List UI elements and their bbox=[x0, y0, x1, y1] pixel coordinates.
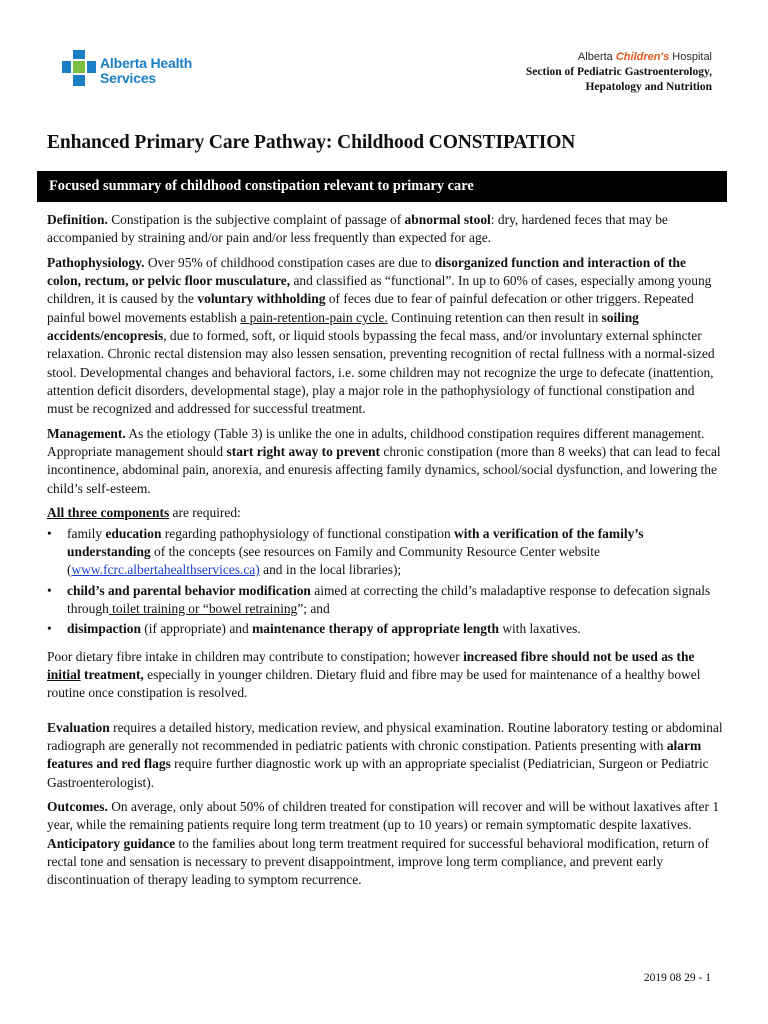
ahs-logo-line2: Services bbox=[100, 70, 157, 86]
ach-hospital: Hospital bbox=[669, 51, 712, 63]
outcomes-paragraph bbox=[47, 798, 723, 890]
fibre-paragraph bbox=[47, 648, 723, 703]
ahs-cross-logo-icon bbox=[62, 50, 96, 86]
management-text-2: chronic constipation (more than 8 weeks) that can lead to fecal incontinence, abdominal pain, anorexia, and enuresis affecting family dynamics, school/social dysfunction, and lowering the child’s self-esteem. bbox=[47, 444, 721, 496]
evaluation-text-2: require further diagnostic work up with an appropriate specialist (Pediatrician, Surgeon or Pediatric Gastroenterologist). bbox=[47, 756, 709, 790]
patho-text-2: and classified as “functional”. In up to 60% of cases, especially among young children, it is caused by the bbox=[47, 273, 712, 307]
evaluation-label: Evaluation bbox=[47, 719, 110, 735]
components-lead bbox=[47, 504, 723, 522]
patho-text-4: Continuing retention can then result in bbox=[387, 309, 602, 325]
item1-bold-2: with a verification of the family’s understanding bbox=[67, 525, 644, 559]
outcomes-text-2: to the families about long term treatment required for successful behavioral modification, return of rectal tone and sensation is necessary to prevent disappointment, improve long term compliance, and prevent early discontinuation of therapy leading to symptom recurrence. bbox=[47, 835, 709, 888]
fcrc-website-link[interactable]: www.fcrc.albertahealthservices.ca) bbox=[71, 562, 260, 578]
components-lead-text: are required: bbox=[169, 505, 241, 521]
item3-text-2: with laxatives. bbox=[498, 621, 581, 637]
page-title: Enhanced Primary Care Pathway: Childhood CONSTIPATION bbox=[47, 132, 576, 153]
item3-bold-2: maintenance therapy of appropriate length bbox=[252, 621, 499, 637]
patho-bold-1: disorganized function and interaction of the colon, rectum, or pelvic floor musculature, bbox=[47, 254, 686, 289]
item2-underline-1: toilet training or “bowel retraining bbox=[108, 600, 298, 616]
item3-text-1: (if appropriate) and bbox=[140, 621, 253, 637]
management-paragraph bbox=[47, 425, 723, 498]
patho-underline-1: a pain-retention-pain cycle. bbox=[240, 309, 388, 325]
evaluation-text-1: requires a detailed history, medication review, and physical examination. Routine laboratory testing or abdominal radiograph are generally not recommended in pediatric patients with chronic constipation. Patients presenting with bbox=[47, 719, 723, 753]
item3-bold-1: disimpaction bbox=[67, 621, 141, 637]
item1-bold-1: education bbox=[105, 525, 162, 541]
evaluation-bold-1: alarm features and red flags bbox=[47, 737, 702, 772]
definition-label: Definition. bbox=[47, 212, 108, 227]
document-body bbox=[47, 211, 723, 896]
patho-text-3: of feces due to fear of painful defecation or other triggers. Repeated painful bowel movements establish bbox=[47, 291, 694, 325]
ahs-logo-text bbox=[100, 56, 192, 86]
definition-text-1: Constipation is the subjective complaint of passage of bbox=[107, 212, 405, 227]
list-item bbox=[67, 620, 723, 638]
ahs-logo-line1: Alberta Health bbox=[100, 55, 193, 71]
definition-text-2: : dry, hardened feces that may be accompanied by straining and/or pain and/or less frequently than expected for age. bbox=[47, 212, 668, 246]
pathophysiology-label: Pathophysiology. bbox=[47, 254, 145, 270]
item1-text-2: regarding pathophysiology of functional constipation bbox=[161, 525, 455, 541]
components-lead-underline: All three components bbox=[47, 505, 170, 521]
ach-alberta: Alberta bbox=[577, 51, 616, 63]
ach-children: Children's bbox=[615, 51, 670, 63]
section-line1: Section of Pediatric Gastroenterology, bbox=[525, 66, 712, 78]
item2-text-2: ”; and bbox=[297, 600, 330, 616]
outcomes-label: Outcomes. bbox=[47, 798, 108, 814]
pathophysiology-paragraph bbox=[47, 254, 723, 419]
patho-bold-3: soiling accidents/encopresis bbox=[47, 309, 639, 344]
fibre-text-1: Poor dietary fibre intake in children may contribute to constipation; however bbox=[47, 648, 464, 664]
management-label: Management. bbox=[47, 425, 126, 441]
fibre-bold-underline: initial bbox=[47, 666, 81, 682]
page-footer: 2019 08 29 - 1 bbox=[643, 972, 711, 984]
evaluation-paragraph bbox=[47, 719, 723, 792]
patho-text-5: , due to formed, soft, or liquid stools bypassing the fecal mass, and/or involuntary external sphincter relaxation. Chronic rectal distension may also lessen sensation, preventing recognition of rectal fullness with a normal-sized stool. Developmental changes and behavioral factors, i.e. some children may not recognize the urge to defecate (inattention, attention deficit disorders, developmental stage), play a major role in the pathophysiology of functional constipation and must be recognized and addressed for successful treatment. bbox=[47, 328, 715, 417]
list-item bbox=[67, 525, 723, 580]
list-item bbox=[67, 582, 723, 619]
management-text-1: As the etiology (Table 3) is unlike the one in adults, childhood constipation requires different management. Appropriate management should bbox=[47, 425, 705, 460]
components-list bbox=[47, 525, 723, 639]
patho-text-1: Over 95% of childhood constipation cases are due to bbox=[144, 254, 435, 270]
spacer bbox=[47, 709, 723, 719]
ach-children-logo-icon bbox=[526, 50, 712, 65]
item2-bold-1: child’s and parental behavior modification bbox=[67, 582, 311, 598]
ahs-logo bbox=[62, 50, 222, 92]
item1-text-3: of the concepts (see resources on Family and Community Resource Center website ( bbox=[67, 543, 600, 578]
outcomes-text-1: On average, only about 50% of children treated for constipation will recover and will be without laxatives after 1 year, while the remaining patients require long term treatment (up to 10 years) or remain symptomatic despite laxatives. bbox=[47, 798, 720, 833]
item1-text-1: family bbox=[67, 525, 106, 541]
item2-text-1: aimed at correcting the child’s maladaptive response to defecation signals through bbox=[67, 582, 711, 616]
item1-text-4: and in the local libraries); bbox=[259, 562, 402, 578]
management-bold-1: start right away to prevent bbox=[226, 444, 381, 460]
fibre-bold-2: treatment, bbox=[80, 666, 144, 682]
ach-header bbox=[526, 50, 712, 95]
summary-banner bbox=[37, 171, 727, 202]
section-line2: Hepatology and Nutrition bbox=[585, 81, 712, 93]
outcomes-bold-1: Anticipatory guidance bbox=[47, 835, 176, 851]
fibre-bold-1: increased fibre should not be used as the bbox=[463, 648, 695, 664]
definition-paragraph bbox=[47, 211, 723, 248]
fibre-text-2: especially in younger children. Dietary fluid and fibre may be used for maintenance of a healthy bowel routine once constipation is resolved. bbox=[47, 666, 701, 701]
definition-bold-1: abnormal stool bbox=[404, 212, 491, 227]
banner-text: Focused summary of childhood constipation relevant to primary care bbox=[49, 178, 474, 194]
patho-bold-2: voluntary withholding bbox=[197, 291, 326, 307]
